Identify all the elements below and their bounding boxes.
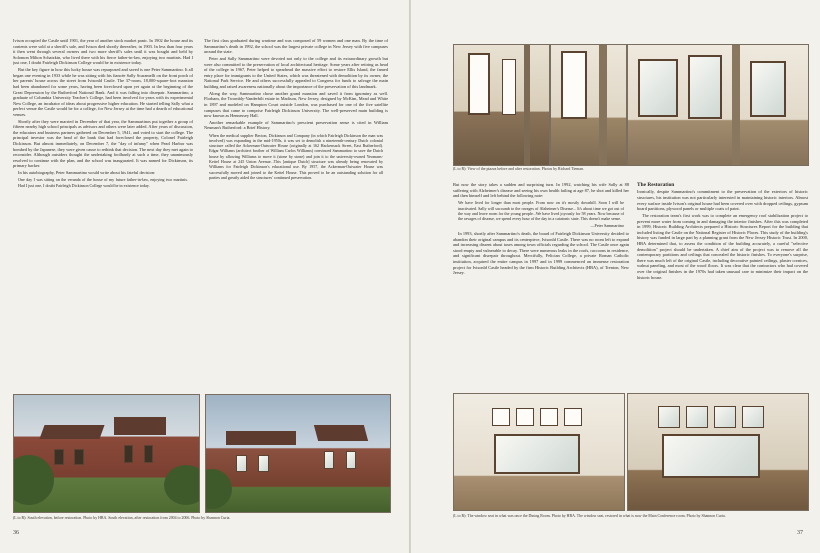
paragraph: Along the way, Sammartino chose another grand mansion and saved it from ignominy as well. Florham, the Twombly-Vanderbilt estate in Madison, New Jersey, designed by McKim, Mead and White in 1897 and modeled on Hampton Court outside London, was purchased for one of the five satellite campuses that came to comprise Fairleigh Dickinson University. The well-preserved main building is now known as Hennessey Hall. bbox=[204, 90, 388, 119]
page-gutter bbox=[409, 0, 411, 553]
paragraph: Ivison occupied the Castle until 1901, the year of another stock market panic. In 1902 the house and its contents were sold at a sheriff's sale, and Ivison died shortly thereafter, in 1903. In less than four years it then went through several owners and two more sheriff's sales until it was bought and held by Solomon Milton Schatzkin, who lived there with his fierce father-in-law, enjoying two martinis. Had I just one, I doubt Fairleigh Dickinson College would be in existence today. bbox=[13, 38, 193, 66]
paragraph: The restoration team's first work was to complete an emergency roof stabilization project to prevent more water from coming in and damaging the interior finishes. After this was completed in 1999, Historic Building Architects prepared a Historic Structures Report for the building that included listing the Castle on the National Register of Historic Places. This study of the building's history was funded in large part by a planning grant from the New Jersey Historic Trust. In 2000, HBA determined that, to assess the condition of the building accurately, a careful "selective demolition" project should be undertaken. A chief aim of the project was to remove all the contemporary partitions and ceilings that concealed the historic finishes. To everyone's surprise, there was much left of the original Castle, including decorative painted ceilings, plaster cornices, walnut paneling, and most of the wood floors. It was clear that the contractors who had covered over the original finishes in the 1970s had taken unusual care to minimize their impact on the historic house. bbox=[637, 212, 808, 280]
paragraph: But the key figure in how this lucky house was repurposed and saved is one Peter Sammartino. It all began one evening in 1933 while he was sitting with his fiancée Sally Scaramelli on the front porch of her parents' house across the street from Ivisonld Castle. The 37-room, 18,000-square-foot mansion had been abandoned for some years, having been foreclosed upon yet again at the beginning of the Great Depression by the Rutherford National Bank. And it was falling into disrepair. Sammartino, a graduate of Columbia University Teacher's College, had been involved for years with its experimental New College, an incubator of ideas about progressive higher education. He started telling Sally what a perfect venue the Castle would be for a college, for New Jersey at the time had a dearth of educational venues. bbox=[13, 67, 193, 117]
quote-attribution: —Peter Sammartino bbox=[590, 223, 624, 229]
south-elevation-after-photo bbox=[205, 394, 391, 513]
paragraph: In his autobiography, Peter Sammartino would write about his fateful decision: bbox=[18, 170, 156, 176]
left-column-1 bbox=[13, 38, 193, 396]
paragraph: Shortly after they were married in December of that year, the Sammartinos put together a group of fifteen nearby high school principals as advisors and others were later added. After years of discussion, the educators and business partners gathered on December 5, 1941, and voted to start the college. The principal investor was the head of the bank that had foreclosed the property, Colonel Fairleigh Dickinson. But almost immediately, on December 7, the "day of infamy" when Pearl Harbor was bombed by the Japanese, they were given cause to rethink that decision. The next day they met again to reconsider. Although outsiders thought the undertaking foolhardy at such a time, they unanimously resolved to continue with the plan, and the school was inaugurated. It was named for Dickinson, its primary backer. bbox=[13, 118, 193, 169]
window-seat-before-photo bbox=[453, 393, 625, 511]
page-number-left: 36 bbox=[13, 530, 19, 536]
page-number-right: 37 bbox=[797, 530, 803, 536]
paragraph: The first class graduated during wartime and was composed of 59 women and one man. By the time of Sammartino's death in 1992, the school was the largest private college in New Jersey with five campuses around the state. bbox=[204, 38, 388, 55]
piazza-before-photo-1 bbox=[453, 44, 550, 166]
paragraph: Ironically, despite Sammartino's commitment to the preservation of the exteriors of historic structures, his institution was not particularly interested in maintaining historic interiors. Almost every surface inside Ivison's original house had been covered over with dropped ceilings, gypsum board partitions, plywood panels or multiple coats of paint. bbox=[637, 189, 808, 212]
paragraph: Peter and Sally Sammartino were devoted not only to the college and its extraordinary growth but were also committed to the preservation of local architectural heritage. Some years after retiring as head of the college in 1967, Peter helped to spearhead the massive effort to restore Ellis Island, the famed entry place for immigrants to the United States, which was threatened with demolition by its owner, the National Park Service. He and others successfully appealed to Congress for funds to salvage the main building and raised awareness nationally about the importance of the preservation of this landmark. bbox=[204, 55, 388, 89]
block-quote: One day I was sitting on the veranda of the house of my future father-in-law, enjoying two martinis. Had I just one, I doubt Fairleigh Dickinson College would be in existence today. bbox=[18, 177, 188, 188]
right-column-1 bbox=[453, 182, 629, 360]
piazza-after-photo bbox=[627, 44, 809, 166]
paragraph: Another remarkable example of Sammartino's prescient preservation sense is cited in William Neuman's Rutherford: a Brief History. bbox=[204, 119, 388, 131]
block-quote: We have lived for longer than most people. From now on it's mostly downhill. Soon I will be inactivated. Sally will succumb to the ravages of Alzheimer's Disease... It's about time we got out of the way and leave room for the young people...We have lived joyously for 58 years. Now because of the ravages of disease, we spend every hour of the day in a catatonic state. This doesn't make sense. bbox=[458, 200, 624, 222]
right-column-2 bbox=[637, 182, 808, 360]
piazza-before-photo-2 bbox=[550, 44, 627, 166]
right-page-top-caption: (L to R): View of the piazza before and after restoration. Photos by Richard Tieman. bbox=[453, 167, 584, 171]
right-page-bottom-caption: (L to R): The window seat in what was once the Dining Room. Photo by HBA. The window seat, restored in what is now the Main Conference room. Photo by Shannon Curia. bbox=[453, 514, 726, 518]
paragraph: In 1993, shortly after Sammartino's death, the board of Fairleigh Dickinson University decided to abandon their original campus and its centerpiece, Ivisonld Castle. There was no room left to expand and increasing dissent about taxes among town officials regarding the school. The Castle once again stood empty and vulnerable to decay. There were numerous leaks in the roofs, raccoons in residence, and significant disrepair throughout. Mercifully, Felician College, a private Roman Catholic institution, acquired the entire campus in 1997 and in 1999 commenced an immense restoration project for Ivisonld Castle headed by the firm Historic Building Architects (HBA), of Trenton, New Jersey. bbox=[453, 231, 629, 276]
south-elevation-before-photo bbox=[13, 394, 200, 513]
left-page-caption: (L to R): South elevation, before restoration. Photo by HBA. South elevation, after restoration from 2004 to 2006. Photo by Shannon Curia. bbox=[13, 516, 231, 520]
section-heading: The Restoration bbox=[637, 182, 675, 188]
window-seat-after-photo bbox=[627, 393, 809, 511]
paragraph: But now the story takes a sudden and surprising turn. In 1992, watching his wife Sally at 88 suffering with Alzheimer's disease and seeing his own health failing at age 87, he shot and killed her and then himself and left behind the following note: bbox=[453, 182, 629, 199]
block-quote: When the medical supplier Becton, Dickinson and Company (in which Fairleigh Dickinson the man was involved) was expanding in the mid-1950s, it was set to demolish a nineteenth-century Dutch colonial structure called the Ackerman-Outwater House (originally at 162 Hackensack Street, East Rutherford). Edgar Williams (architect brother of William Carlos Williams) convinced Sammartino to save the Dutch house by allowing Williams to move it (stone by stone) and join it to the university-owned Yeomans-Kettel House at 245 Union Avenue...This [antique Dutch] structure was already being renovated by Williams for Fairleigh Dickinson's educational use. By 1957, the Ackerman-Outwater House was successfully moved and joined to the Kettel House. This proved to be an outstanding solution for all parties and greatly aided the structures' continued preservation. bbox=[209, 132, 383, 180]
left-column-2 bbox=[204, 38, 388, 396]
